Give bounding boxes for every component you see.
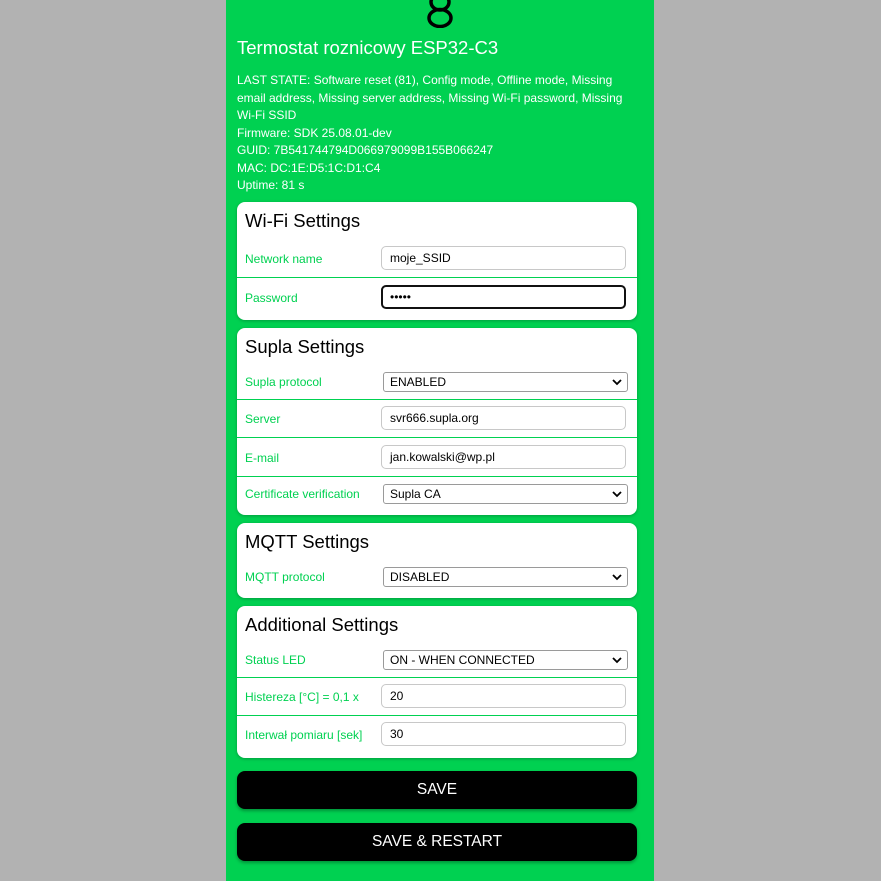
status-led-value: ON - WHEN CONNECTED bbox=[390, 653, 535, 667]
hysteresis-label: Histereza [°C] = 0,1 x bbox=[245, 690, 359, 704]
supla-protocol-label: Supla protocol bbox=[245, 375, 322, 389]
password-input[interactable]: ••••• bbox=[381, 285, 626, 309]
supla-logo-icon bbox=[424, 0, 456, 28]
page-title: Termostat roznicowy ESP32-C3 bbox=[237, 37, 499, 58]
guid-text: GUID: 7B541744794D066979099B155B066247 bbox=[237, 143, 494, 157]
additional-settings-title: Additional Settings bbox=[245, 614, 399, 635]
network-name-input[interactable]: moje_SSID bbox=[381, 246, 626, 270]
additional-settings-box bbox=[237, 606, 637, 758]
supla-protocol-select[interactable] bbox=[383, 372, 628, 392]
status-led-row bbox=[237, 644, 637, 677]
certificate-row bbox=[237, 476, 637, 515]
certificate-value: Supla CA bbox=[390, 487, 441, 501]
device-info bbox=[237, 72, 642, 195]
supla-settings-title: Supla Settings bbox=[245, 336, 365, 357]
chevron-down-icon bbox=[611, 570, 623, 584]
mqtt-protocol-row bbox=[237, 561, 637, 598]
mqtt-protocol-select[interactable] bbox=[383, 567, 628, 587]
config-page bbox=[226, 0, 654, 881]
mqtt-protocol-label: MQTT protocol bbox=[245, 570, 325, 584]
password-row bbox=[237, 277, 637, 320]
email-row bbox=[237, 437, 637, 476]
email-input[interactable]: jan.kowalski@wp.pl bbox=[381, 445, 626, 469]
chevron-down-icon bbox=[611, 375, 623, 389]
supla-settings-box bbox=[237, 328, 637, 515]
uptime-text: Uptime: 81 s bbox=[237, 178, 305, 192]
email-label: E-mail bbox=[245, 451, 280, 465]
server-row bbox=[237, 399, 637, 438]
network-name-row bbox=[237, 240, 637, 278]
chevron-down-icon bbox=[611, 487, 623, 501]
network-name-label: Network name bbox=[245, 252, 323, 266]
server-label: Server bbox=[245, 412, 281, 426]
certificate-label: Certificate verification bbox=[245, 487, 360, 501]
mqtt-protocol-value: DISABLED bbox=[390, 570, 450, 584]
supla-protocol-value: ENABLED bbox=[390, 375, 447, 389]
interval-row bbox=[237, 715, 637, 758]
hysteresis-input[interactable]: 20 bbox=[381, 684, 626, 708]
mqtt-settings-box bbox=[237, 523, 637, 598]
status-led-label: Status LED bbox=[245, 653, 306, 667]
certificate-select[interactable] bbox=[383, 484, 628, 504]
wifi-settings-box bbox=[237, 202, 637, 320]
supla-protocol-row bbox=[237, 366, 637, 399]
hysteresis-row bbox=[237, 677, 637, 716]
firmware-text: Firmware: SDK 25.08.01-dev bbox=[237, 125, 392, 140]
save-restart-button[interactable]: SAVE & RESTART bbox=[237, 823, 637, 861]
interval-input[interactable]: 30 bbox=[381, 722, 626, 746]
wifi-settings-title: Wi-Fi Settings bbox=[245, 210, 361, 231]
save-button[interactable]: SAVE bbox=[237, 771, 637, 809]
last-state-text: LAST STATE: Software reset (81), Config mode, Offline mode, Missing email address, Missing server address, Missing Wi-Fi password, Missing Wi-Fi SSID bbox=[237, 73, 623, 122]
mac-text: MAC: DC:1E:D5:1C:D1:C4 bbox=[237, 160, 381, 175]
mqtt-settings-title: MQTT Settings bbox=[245, 531, 370, 552]
chevron-down-icon bbox=[611, 653, 623, 667]
interval-label: Interwał pomiaru [sek] bbox=[245, 728, 363, 742]
status-led-select[interactable] bbox=[383, 650, 628, 670]
server-input[interactable]: svr666.supla.org bbox=[381, 406, 626, 430]
password-label: Password bbox=[245, 291, 298, 305]
